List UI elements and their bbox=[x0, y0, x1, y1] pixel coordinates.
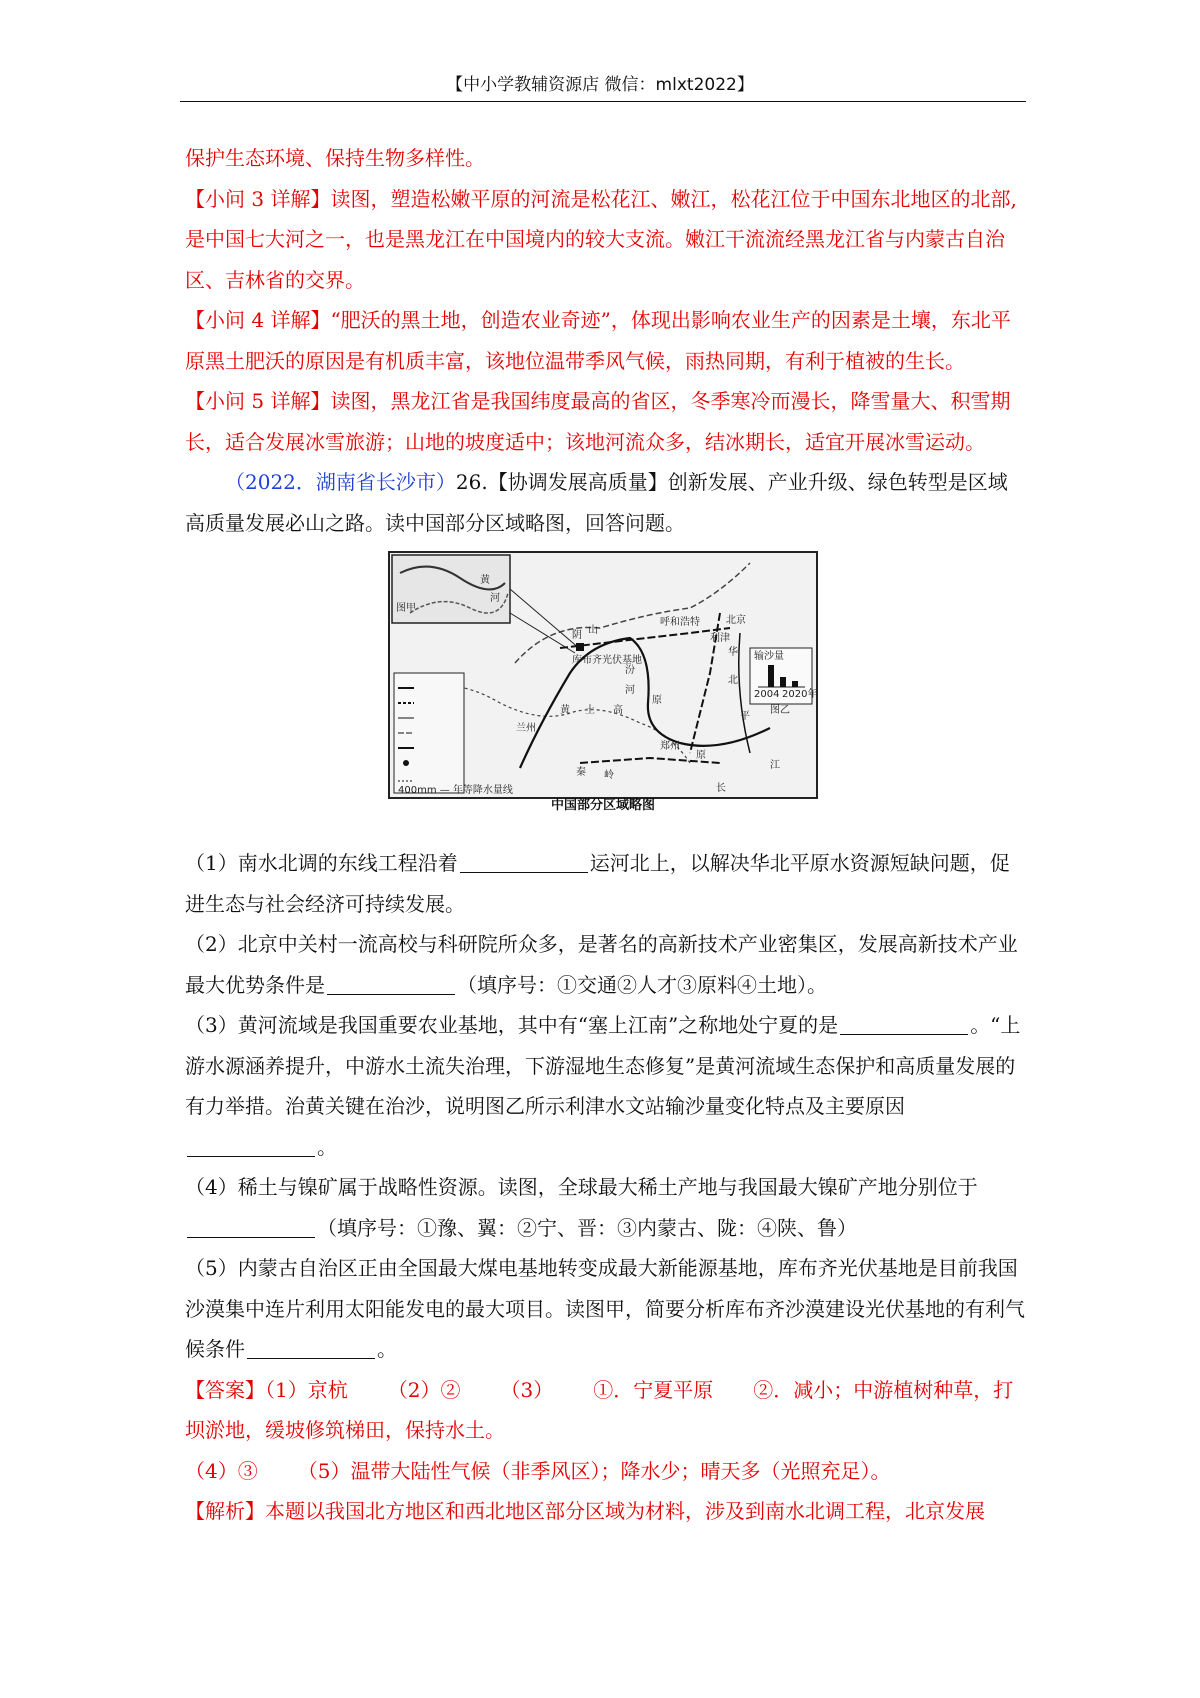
answer-1: （1）京杭 bbox=[265, 1377, 348, 1402]
answer-3-1: ①．宁夏平原 bbox=[593, 1377, 714, 1402]
label-qin: 秦 bbox=[576, 767, 586, 778]
answer-blank-1 bbox=[460, 852, 588, 873]
answer-5: （5）温带大陆性气候（非季风区）；降水少；晴天多（光照充足）。 bbox=[297, 1458, 891, 1483]
region-map bbox=[388, 551, 818, 799]
label-he-inset: 河 bbox=[490, 593, 500, 604]
answer-blank-3b bbox=[187, 1136, 315, 1157]
analysis: 【解析】本题以我国北方地区和西北地区部分区域为材料，涉及到南水北调工程，北京发展 bbox=[185, 1499, 985, 1523]
answer-blank-5 bbox=[247, 1338, 375, 1359]
explanation-q3: 【小问 3 详解】读图，塑造松嫩平原的河流是松花江、嫩江，松花江位于中国东北地区的北部,是中国七大河之一，也是黑龙江在中国境内的较大支流。嫩江干流流经黑龙江省与内蒙古自治区、吉林省的交界。 bbox=[185, 186, 1017, 292]
label-zhengzhou: 郑州 bbox=[660, 741, 680, 752]
question-3: （3）黄河流域是我国重要农业基地，其中有“塞上江南”之称地处宁夏的是 。“上游水源涵养提升，中游水土流失治理，下游湿地生态修复”是黄河流域生态保护和高质量发展的有力举措。治黄关键在治沙，说明图乙所示利津水文站输沙量变化特点及主要原因 。 bbox=[185, 1013, 1021, 1159]
solar-base-marker bbox=[576, 643, 584, 651]
page-header: 【中小学教辅资源店 微信：mlxt2022】 bbox=[446, 75, 754, 95]
label-fen: 汾 bbox=[625, 665, 635, 676]
map-drawing bbox=[390, 553, 816, 797]
answer-4: （4）③ bbox=[185, 1458, 258, 1483]
label-huang-inset: 黄 bbox=[480, 575, 490, 586]
legend-contour-label: 400mm — 年等降水量线 bbox=[398, 785, 513, 796]
inset-yi-label: 图乙 bbox=[770, 705, 790, 716]
answer-2: （2）② bbox=[387, 1377, 461, 1402]
label-huangtu-2: 土 bbox=[585, 705, 595, 716]
label-lijin: 利津 bbox=[710, 633, 730, 644]
question-5: （5）内蒙古自治区正由全国最大煤电基地转变成最大新能源基地，库布齐光伏基地是目前我国沙漠集中连片利用太阳能发电的最大项目。读图甲，简要分析库布齐沙漠建设光伏基地的有利气候条件 。 bbox=[185, 1256, 1025, 1361]
question-stem: 26.【协调发展高质量】创新发展、产业升级、绿色转型是区域高质量发展必山之路。读中国部分区域略图，回答问题。 bbox=[185, 470, 1008, 535]
map-caption: 中国部分区域略图 bbox=[550, 798, 655, 813]
sediment-bar-1 bbox=[768, 665, 774, 687]
label-huangtu-1: 黄 bbox=[560, 705, 570, 716]
label-shan: 山 bbox=[588, 625, 598, 636]
answer-label: 【答案】 bbox=[185, 1377, 265, 1402]
label-he2: 河 bbox=[625, 685, 635, 696]
label-lanzhou: 兰州 bbox=[516, 723, 536, 734]
question-2: （2）北京中关村一流高校与科研院所众多，是著名的高新技术产业密集区，发展高新技术产业最大优势条件是 （填序号：①交通②人才③原料④土地）。 bbox=[185, 932, 1018, 997]
answer-3: （3） bbox=[500, 1377, 554, 1402]
label-yuan2: 原 bbox=[652, 695, 662, 706]
map-legend-box bbox=[394, 673, 464, 793]
answer-blank-2 bbox=[327, 974, 455, 995]
document-body bbox=[185, 138, 1025, 1532]
sediment-bar-3 bbox=[792, 681, 798, 687]
answer-block-2 bbox=[185, 1451, 1025, 1492]
label-ling: 岭 bbox=[604, 770, 614, 781]
explanation-intro: 保护生态环境、保持生物多样性。 bbox=[185, 146, 485, 170]
inset-jia-label: 图甲 bbox=[396, 603, 416, 614]
label-gao: 高 bbox=[613, 705, 623, 716]
question-4: （4）稀土与镍矿属于战略性资源。读图，全球最大稀土产地与我国最大镍矿产地分别位于（填序号：①豫、翼：②宁、晋：③内蒙古、陇：④陕、鲁） bbox=[185, 1175, 978, 1240]
answer-blank-3a bbox=[840, 1014, 968, 1035]
label-bei: 北 bbox=[728, 675, 738, 686]
question-intro bbox=[185, 462, 1025, 543]
label-jiang: 江 bbox=[770, 760, 780, 771]
question-1: （1）南水北调的东线工程沿着 运河北上，以解决华北平原水资源短缺问题，促进生态与社会经济可持续发展。 bbox=[185, 851, 1010, 916]
label-yuan: 原 bbox=[696, 750, 706, 761]
explanation-q4: 【小问 4 详解】“肥沃的黑土地，创造农业奇迹”，体现出影响农业生产的因素是土壤，东北平原黑土肥沃的原因是有机质丰富，该地位温带季风气候，雨热同期，有利于植被的生长。 bbox=[185, 308, 1011, 373]
label-chang: 长 bbox=[716, 783, 726, 794]
header-divider bbox=[180, 101, 1026, 102]
inset-yi-sediment-label: 输沙量 bbox=[754, 651, 784, 662]
label-hohhot: 呼和浩特 bbox=[660, 617, 700, 628]
label-kubuqi: 库布齐光伏基地 bbox=[572, 655, 642, 666]
map-figure bbox=[185, 543, 1025, 843]
inset-yi-year-1: 2004 bbox=[754, 689, 780, 700]
label-hua: 华 bbox=[728, 647, 738, 658]
label-ping: 平 bbox=[740, 711, 750, 722]
inset-yi-year-2: 2020年 bbox=[782, 689, 816, 700]
label-yin: 阴 bbox=[572, 630, 582, 641]
answer-block bbox=[185, 1370, 1025, 1451]
sediment-bar-2 bbox=[780, 677, 786, 687]
label-beijing: 北京 bbox=[726, 615, 746, 626]
question-source: （2022．湖南省长沙市） bbox=[225, 470, 456, 494]
explanation-q5: 【小问 5 详解】读图，黑龙江省是我国纬度最高的省区，冬季寒冷而漫长，降雪量大、积雪期长，适合发展冰雪旅游；山地的坡度适中；该地河流众多，结冰期长，适宜开展冰雪运动。 bbox=[185, 389, 1011, 454]
answer-blank-4 bbox=[187, 1217, 315, 1238]
answer-3-2: ②．减小；中游植树种草，打坝淤地，缓坡修筑梯田，保持水土。 bbox=[185, 1377, 1014, 1442]
